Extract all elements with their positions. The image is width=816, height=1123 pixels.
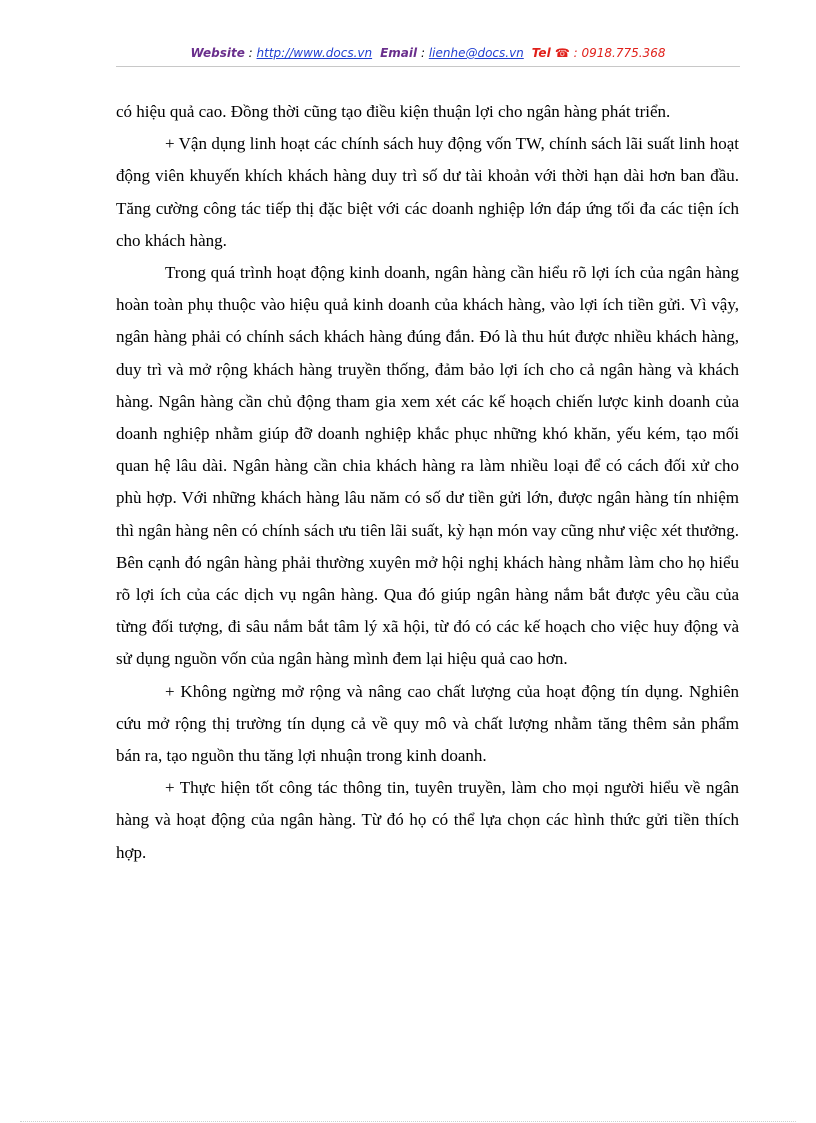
header-divider <box>116 66 740 67</box>
footer-divider <box>20 1121 796 1122</box>
email-separator: : <box>417 46 429 60</box>
paragraph: + Thực hiện tốt công tác thông tin, tuyên truyền, làm cho mọi người hiểu về ngân hàng và hoạt động của ngân hàng. Từ đó họ có thể lựa chọn các hình thức gửi tiền thích hợp. <box>116 778 739 862</box>
phone-number: : 0918.775.368 <box>569 46 666 60</box>
page-header <box>116 46 740 60</box>
website-label: Website <box>190 46 245 60</box>
paragraph: có hiệu quả cao. Đồng thời cũng tạo điều kiện thuận lợi cho ngân hàng phát triển. <box>116 102 671 121</box>
email-label: Email <box>380 46 418 60</box>
paragraph: + Vận dụng linh hoạt các chính sách huy động vốn TW, chính sách lãi suất linh hoạt động viên khuyến khích khách hàng duy trì số dư tài khoản với thời hạn dài hơn ban đầu. Tăng cường công tác tiếp thị đặc biệt với các doanh nghiệp lớn đáp ứng tối đa các tiện ích cho khách hàng. <box>116 134 739 250</box>
phone-label: Tel ☎ <box>531 46 570 60</box>
email-link[interactable]: lienhe@docs.vn <box>428 46 524 60</box>
paragraph: + Không ngừng mở rộng và nâng cao chất lượng của hoạt động tín dụng. Nghiên cứu mở rộng thị trường tín dụng cả về quy mô và chất lượng nhằm tăng thêm sản phẩm bán ra, tạo nguồn thu tăng lợi nhuận trong kinh doanh. <box>116 681 739 766</box>
document-body <box>116 96 739 869</box>
paragraph: Trong quá trình hoạt động kinh doanh, ngân hàng cần hiểu rõ lợi ích của ngân hàng hoàn toàn phụ thuộc vào hiệu quả kinh doanh của khách hàng, vào lợi ích tiền gửi. Vì vậy, ngân hàng phải có chính sách khách hàng đúng đắn. Đó là thu hút được nhiều khách hàng, duy trì và mở rộng khách hàng truyền thống, đảm bảo lợi ích cho cả ngân hàng và khách hàng. Ngân hàng cần chủ động tham gia xem xét các kế hoạch chiến lược kinh doanh của doanh nghiệp nhằm giúp đỡ doanh nghiệp khắc phục những khó khăn, yếu kém, tạo mối quan hệ lâu dài. Ngân hàng cần chia khách hàng ra làm nhiều loại để có cách đối xử cho phù hợp. Với những khách hàng lâu năm có số dư tiền gửi lớn, được ngân hàng tín nhiệm thì ngân hàng nên có chính sách ưu tiên lãi suất, kỳ hạn món vay cũng như việc xét thưởng. Bên cạnh đó ngân hàng phải thường xuyên mở hội nghị khách hàng nhằm làm cho họ hiểu rõ lợi ích của các dịch vụ ngân hàng. Qua đó giúp ngân hàng nắm bắt được yêu cầu của từng đối tượng, đi sâu nắm bắt tâm lý xã hội, từ đó có các kế hoạch cho việc huy động và sử dụng nguồn vốn của ngân hàng mình đem lại hiệu quả cao hơn. <box>116 263 739 669</box>
website-separator: : <box>244 46 257 60</box>
website-link[interactable]: http://www.docs.vn <box>256 46 373 60</box>
